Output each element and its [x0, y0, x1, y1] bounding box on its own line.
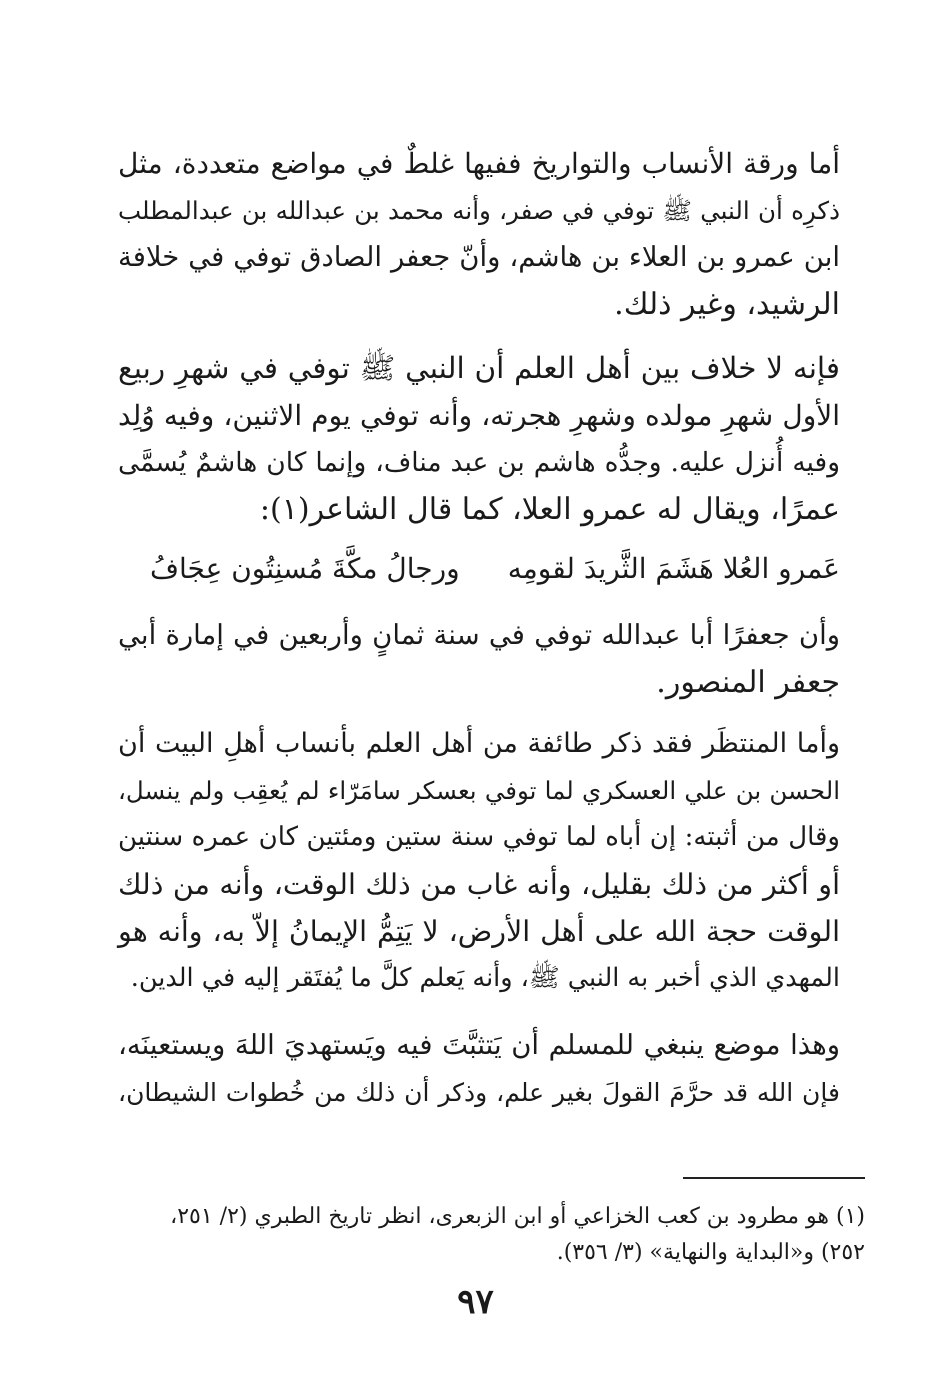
text-line: عمرًا، ويقال له عمرو العلا، كما قال الشاعر(١):: [259, 492, 840, 527]
text-line: الحسن بن علي العسكري لما توفي بعسكر سامَرّاء لم يُعقِب ولم ينسل،: [118, 776, 840, 805]
paragraph-5: [118, 1022, 840, 1116]
text-line: أو أكثر من ذلك بقليل، وأنه غاب من ذلك الوقت، وأنه من ذلك: [118, 868, 840, 901]
text-line: ابن عمرو بن العلاء بن هاشم، وأنّ جعفر الصادق توفي في خلافة: [118, 241, 840, 273]
footnote: [123, 1199, 865, 1271]
footnote-line: (١) هو مطرود بن كعب الخزاعي أو ابن الزبعرى، انظر تاريخ الطبري (٢/ ٢٥١،: [170, 1204, 865, 1229]
poetry-verse: [150, 545, 840, 592]
text-line: جعفر المنصور.: [656, 665, 840, 700]
paragraph-2: [118, 345, 840, 533]
text-line: وأن جعفرًا أبا عبدالله توفي في سنة ثمانٍ وأربعين في إمارة أبي: [118, 619, 840, 651]
text-line: وأما المنتظَر فقد ذكر طائفة من أهل العلم بأنساب أهلِ البيت أن: [118, 728, 840, 759]
verse-first-hemistich: عَمرو العُلا هَشَمَ الثَّريدَ لقومِه: [507, 552, 840, 585]
text-line: فإنه لا خلاف بين أهل العلم أن النبي ﷺ توفي في شهرِ ربيع: [118, 351, 840, 385]
verse-second-hemistich: ورجالُ مكَّةَ مُسنِتُون عِجَافُ: [150, 552, 460, 585]
text-line: الأول شهرِ مولده وشهرِ هجرته، وأنه توفي يوم الاثنين، وفيه وُلِد: [118, 399, 840, 432]
footnote-line: ٢٥٢) و«البداية والنهاية» (٣/ ٣٥٦).: [556, 1240, 865, 1265]
paragraph-4: [118, 720, 840, 1002]
text-line: وقال من أثبته: إن أباه لما توفي سنة ستين ومئتين كان عمره سنتين: [118, 822, 840, 852]
paragraph-3: [118, 612, 840, 706]
text-line: وهذا موضع ينبغي للمسلم أن يَتثبَّتَ فيه ويَستهديَ اللهَ ويستعينَه،: [118, 1029, 840, 1061]
text-line: الوقت حجة الله على أهل الأرض، لا يَتِمُّ الإيمانُ إلاّ به، وأنه هو: [118, 915, 840, 948]
text-line: المهدي الذي أخبر به النبي ﷺ، وأنه يَعلم كلَّ ما يُفتَقر إليه في الدين.: [130, 963, 840, 993]
text-line: وفيه أُنزل عليه. وجدُّه هاشم بن عبد مناف، وإنما كان هاشمٌ يُسمَّى: [118, 447, 840, 478]
footnote-separator: [683, 1177, 865, 1179]
text-line: فإن الله قد حرَّمَ القولَ بغير علم، وذكر أن ذلك من خُطوات الشيطان،: [118, 1078, 840, 1107]
paragraph-1: [118, 140, 840, 328]
text-line: ذكرِه أن النبي ﷺ توفي في صفر، وأنه محمد بن عبدالله بن عبدالمطلب: [118, 196, 840, 225]
text-line: أما ورقة الأنساب والتواريخ ففيها غلطٌ في مواضع متعددة، مثل: [118, 147, 840, 180]
page-number: ٩٧: [457, 1282, 494, 1322]
text-line: الرشيد، وغير ذلك.: [614, 287, 840, 322]
